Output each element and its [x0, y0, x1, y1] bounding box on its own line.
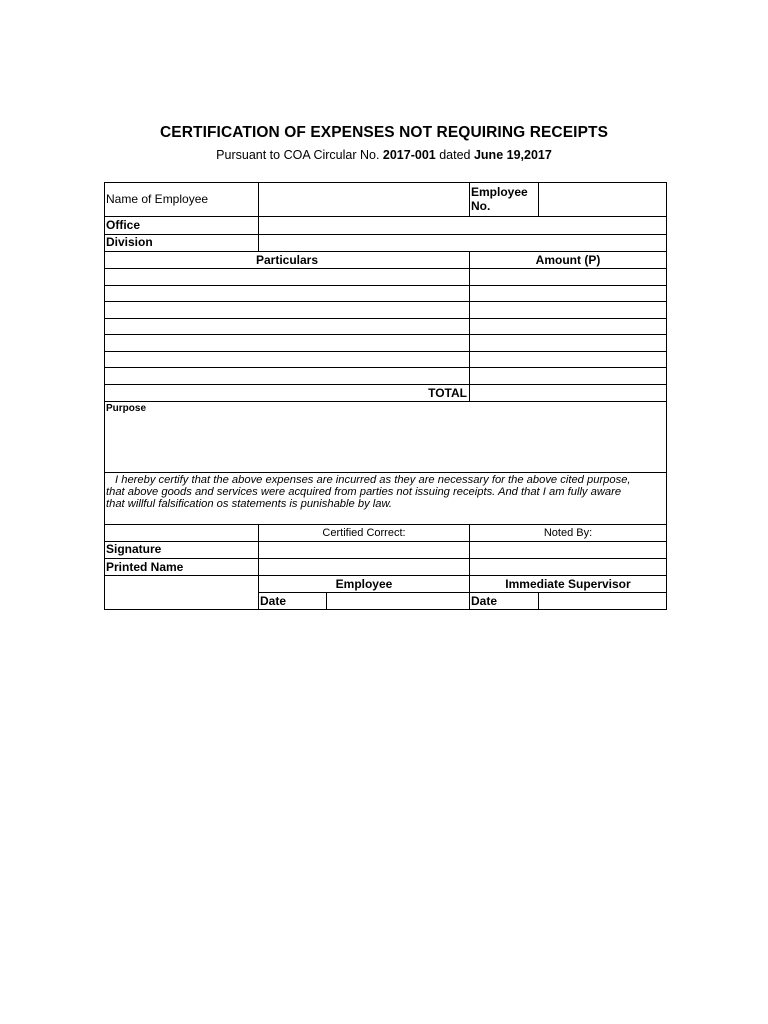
amount-row-2[interactable]	[469, 285, 667, 302]
name-of-employee-label: Name of Employee	[106, 192, 209, 206]
supervisor-date-field[interactable]	[538, 592, 667, 610]
division-label-cell	[104, 234, 259, 252]
employee-role-cell	[258, 575, 470, 593]
office-label-cell	[104, 216, 259, 235]
employee-signature-field[interactable]	[258, 541, 470, 559]
amount-row-6[interactable]	[469, 351, 667, 368]
circular-date: June 19,2017	[473, 148, 552, 162]
supervisor-role-cell	[469, 575, 667, 593]
employee-no-label-line1: Employee	[471, 185, 528, 199]
supervisor-printed-name-field[interactable]	[469, 558, 667, 576]
certification-line-2: that above goods and services were acquired from parties not issuing receipts. And that I am fully aware	[106, 486, 622, 498]
employee-date-label-cell	[258, 592, 327, 610]
role-label-blank	[104, 575, 259, 610]
signature-label: Signature	[106, 542, 162, 556]
supervisor-date-label: Date	[471, 594, 498, 608]
total-amount-field[interactable]	[469, 384, 667, 402]
particulars-row-7[interactable]	[104, 367, 470, 385]
particulars-row-6[interactable]	[104, 351, 470, 368]
supervisor-role-label: Immediate Supervisor	[505, 577, 631, 591]
division-field[interactable]	[258, 234, 667, 252]
employee-no-label-line2: No.	[471, 199, 491, 213]
supervisor-date-label-cell	[469, 592, 539, 610]
printed-name-label-cell	[104, 558, 259, 576]
employee-role-label: Employee	[335, 577, 393, 591]
particulars-row-4[interactable]	[104, 318, 470, 335]
printed-name-label: Printed Name	[106, 560, 184, 574]
name-of-employee-field[interactable]	[258, 182, 470, 217]
particulars-header	[104, 251, 470, 269]
amount-row-7[interactable]	[469, 367, 667, 385]
employee-date-label: Date	[260, 594, 287, 608]
particulars-row-2[interactable]	[104, 285, 470, 302]
circular-number: 2017-001	[382, 148, 436, 162]
form-subtitle	[0, 148, 768, 162]
purpose-label: Purpose	[106, 403, 147, 414]
employee-no-field[interactable]	[538, 182, 667, 217]
signature-header-blank	[104, 524, 259, 542]
purpose-field[interactable]	[104, 401, 667, 473]
certification-line-3: that willful falsification os statements is punishable by law.	[106, 498, 393, 510]
certification-statement	[104, 472, 667, 525]
amount-row-1[interactable]	[469, 268, 667, 286]
noted-by-label: Noted By:	[543, 527, 593, 539]
certified-correct-cell	[258, 524, 470, 542]
particulars-row-3[interactable]	[104, 301, 470, 319]
particulars-row-1[interactable]	[104, 268, 470, 286]
amount-row-5[interactable]	[469, 334, 667, 352]
certified-correct-label: Certified Correct:	[322, 527, 406, 539]
employee-printed-name-field[interactable]	[258, 558, 470, 576]
form-title: CERTIFICATION OF EXPENSES NOT REQUIRING RECEIPTS	[159, 124, 609, 141]
office-label: Office	[106, 218, 141, 232]
amount-header	[469, 251, 667, 269]
particulars-row-5[interactable]	[104, 334, 470, 352]
amount-header-label: Amount (P)	[535, 253, 601, 267]
total-label: TOTAL	[428, 386, 467, 400]
employee-date-field[interactable]	[326, 592, 470, 610]
amount-row-4[interactable]	[469, 318, 667, 335]
total-label-cell	[104, 384, 470, 402]
office-field[interactable]	[258, 216, 667, 235]
certification-line-1: I hereby certify that the above expenses are incurred as they are necessary for the above cited purpose,	[115, 474, 631, 486]
division-label: Division	[106, 235, 153, 249]
supervisor-signature-field[interactable]	[469, 541, 667, 559]
subtitle-prefix: Pursuant to COA Circular No.	[216, 148, 383, 162]
subtitle-mid: dated	[435, 148, 474, 162]
signature-label-cell	[104, 541, 259, 559]
amount-row-3[interactable]	[469, 301, 667, 319]
particulars-header-label: Particulars	[255, 253, 319, 267]
employee-no-label-cell	[469, 182, 539, 217]
name-label-cell	[104, 182, 259, 217]
noted-by-cell	[469, 524, 667, 542]
